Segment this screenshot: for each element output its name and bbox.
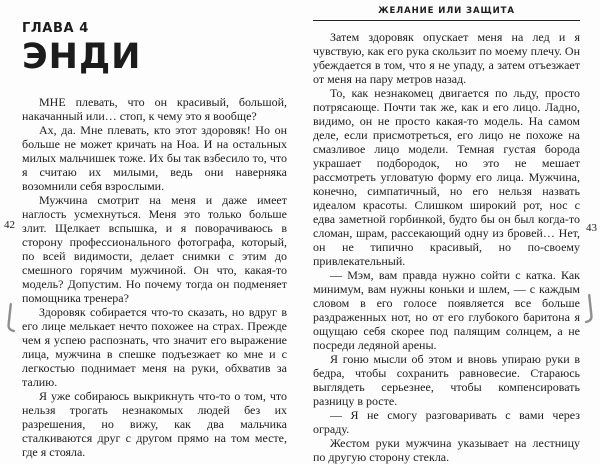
chapter-label: ГЛАВА 4 bbox=[22, 21, 89, 36]
right-page bbox=[313, 0, 580, 464]
hockey-stick-icon-left bbox=[3, 303, 15, 338]
running-header: ЖЕЛАНИЕ ИЛИ ЗАЩИТА bbox=[313, 0, 580, 21]
paragraph: — Я не смогу разговаривать с вами через ограду. bbox=[313, 408, 580, 436]
paragraph: Ах, да. Мне плевать, кто этот здоровяк! Но он больше не может кричать на Ноа. И на остальных милых мальчишек тоже. Их бы так взбесило то, что я считаю их милыми, ведь они наверняка возомнили себя взрослыми. bbox=[22, 122, 287, 193]
chapter-title: ЭНДИ bbox=[22, 37, 142, 77]
page-number-left: 42 bbox=[4, 219, 15, 231]
right-page-body bbox=[313, 30, 580, 464]
paragraph: — Мэм, вам правда нужно сойти с катка. Как минимум, вам нужны коньки и шлем, — с каждым словом в его голосе появляется все больше раздраженных нот, но от его глубокого баритона я ощущаю себя скорее под палящим солнцем, а не посреди ледяной арены. bbox=[313, 268, 580, 352]
paragraph: То, как незнакомец двигается по льду, просто потрясающе. Почти так же, как и его лицо. Ладно, видимо, он не просто какая-то модель. На самом деле, если присмотреться, его лицо не похоже на смазливое лицо модели. Темная густая борода украшает подбородок, но это не мешает рассмотреть угловатую форму его лица. Мужчина, конечно, симпатичный, но его нельзя назвать идеалом красоты. Слишком широкий рот, нос с едва заметной горбинкой, будто бы он был когда-то сломан, шрам, рассекающий одну из бровей… Нет, он не типично красивый, но по-своему привлекательный. bbox=[313, 86, 580, 268]
paragraph: Я уже собираюсь выкрикнуть что-то о том, что нельзя трогать незнакомых людей без их разрешения, но вижу, как два мальчика сталкиваются друг с другом прямо на том месте, где я стояла. bbox=[22, 388, 287, 459]
paragraph: Затем здоровяк опускает меня на лед и я чувствую, как его рука скользит по моему плечу. Он убеждается в том, что я не упаду, а затем отъезжает от меня на пару метров назад. bbox=[313, 30, 580, 86]
left-page bbox=[22, 0, 287, 459]
hockey-stick-icon-right bbox=[585, 294, 597, 329]
paragraph: Здоровяк собирается что-то сказать, но вдруг в его лице мелькает нечто похожее на страх. Прежде чем я успею распознать, что значит его выражение лица, мужчина в спешке подъезжает ко мне и с легкостью поднимает меня на руки, обхватив за талию. bbox=[22, 304, 287, 389]
paragraph: МНЕ плевать, что он красивый, большой, накачанный или… стоп, к чему это я вообще? bbox=[22, 94, 287, 123]
page-number-right: 43 bbox=[586, 222, 597, 234]
paragraph: Я гоню мысли об этом и вновь упираю руки в бедра, чтобы сохранить равновесие. Стараюсь выглядеть серьезнее, чтобы компенсировать разницу в росте. bbox=[313, 352, 580, 408]
paragraph: Жестом руки мужчина указывает на лестницу по другую сторону стекла. bbox=[313, 436, 580, 464]
paragraph: Мужчина смотрит на меня и даже имеет наглость усмехнуться. Меня это только больше злит. Щелкает вспышка, и я поворачиваюсь в сторону профессионального фотографа, который, по всей видимости, делает снимки с этим до смешного горячим мужчиной. Он что, какая-то модель? Допустим. Но почему тогда он подменяет помощника тренера? bbox=[22, 192, 287, 305]
left-page-body bbox=[22, 95, 287, 459]
